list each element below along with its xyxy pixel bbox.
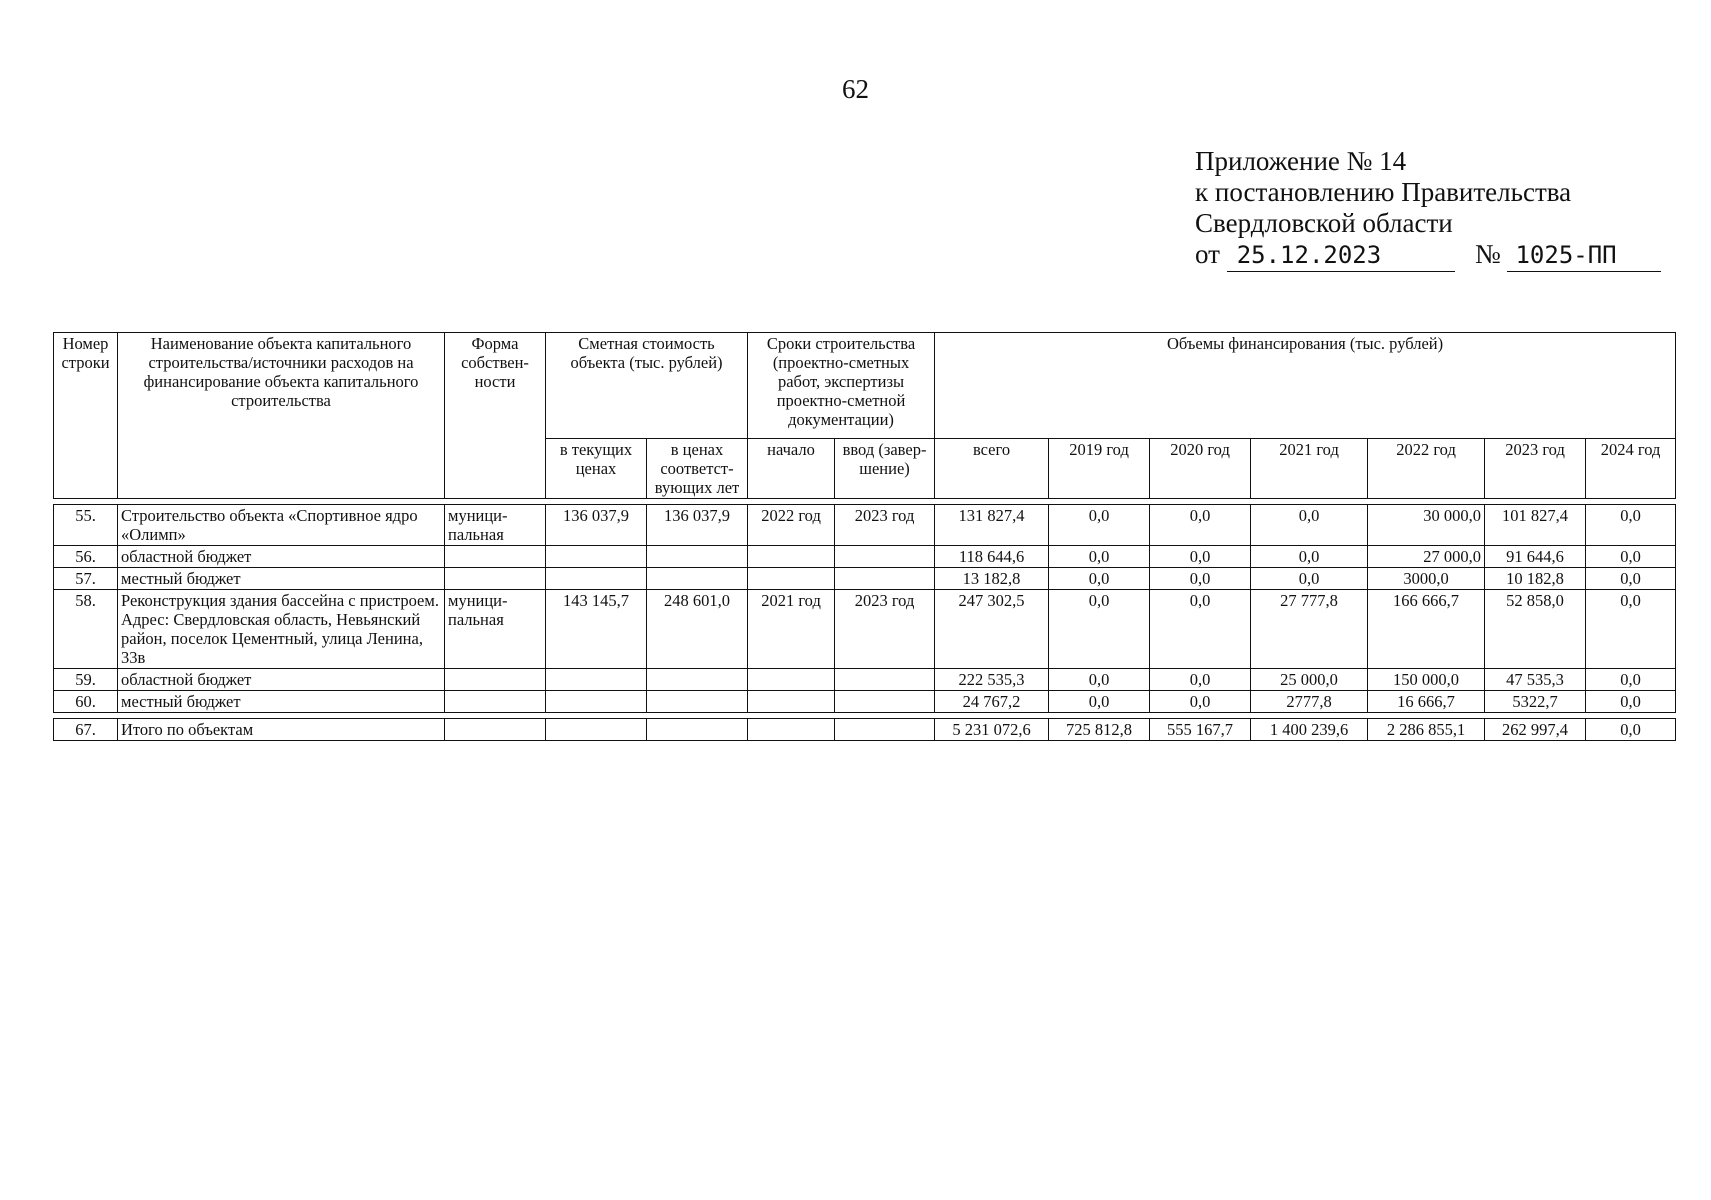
value-2023: 91 644,6: [1485, 546, 1586, 568]
value-2020: 0,0: [1150, 505, 1251, 546]
ownership: [445, 691, 546, 713]
value-2019: 0,0: [1049, 568, 1150, 590]
value-2023: 10 182,8: [1485, 568, 1586, 590]
appendix-title: Приложение № 14: [1195, 146, 1407, 176]
row-number: 67.: [54, 719, 118, 741]
header-total: всего: [935, 439, 1049, 499]
value-2020: 555 167,7: [1150, 719, 1251, 741]
value-2020: 0,0: [1150, 568, 1251, 590]
empty-cell: [748, 719, 835, 741]
cost-years: [647, 669, 748, 691]
value-2021: 0,0: [1251, 505, 1368, 546]
financing-table: [53, 332, 1676, 741]
value-2019: 0,0: [1049, 669, 1150, 691]
from-label: от: [1195, 239, 1220, 269]
value-2024: 0,0: [1586, 505, 1676, 546]
appendix-date-line: [1195, 239, 1661, 272]
value-2024: 0,0: [1586, 669, 1676, 691]
term-start: [748, 546, 835, 568]
ownership: муници-пальная: [445, 505, 546, 546]
value-2022: 2 286 855,1: [1368, 719, 1485, 741]
total: 13 182,8: [935, 568, 1049, 590]
header-construction-terms: Сроки строительства (проектно-сметных работ, экспертизы проектно-сметной документации): [748, 333, 935, 439]
value-2022: 3000,0: [1368, 568, 1485, 590]
ownership: [445, 568, 546, 590]
row-number: 60.: [54, 691, 118, 713]
empty-cell: [546, 719, 647, 741]
value-2019: 0,0: [1049, 546, 1150, 568]
value-2021: 2777,8: [1251, 691, 1368, 713]
cost-current: [546, 691, 647, 713]
value-2022: 30 000,0: [1368, 505, 1485, 546]
ownership: [445, 669, 546, 691]
value-2019: 0,0: [1049, 691, 1150, 713]
empty-cell: [647, 719, 748, 741]
object-name: местный бюджет: [118, 691, 445, 713]
value-2020: 0,0: [1150, 590, 1251, 669]
appendix-line-2: к постановлению Правительства: [1195, 177, 1572, 207]
value-2024: 0,0: [1586, 691, 1676, 713]
value-2023: 5322,7: [1485, 691, 1586, 713]
empty-cell: [445, 719, 546, 741]
term-start: 2022 год: [748, 505, 835, 546]
cost-current: 136 037,9: [546, 505, 647, 546]
term-end: [835, 669, 935, 691]
value-2022: 16 666,7: [1368, 691, 1485, 713]
table-row: [54, 505, 1676, 546]
row-number: 57.: [54, 568, 118, 590]
object-name: областной бюджет: [118, 669, 445, 691]
cost-years: [647, 568, 748, 590]
value-2021: 0,0: [1251, 568, 1368, 590]
appendix-block: [1195, 146, 1661, 272]
header-object-name: Наименование объекта капитального строительства/источники расходов на финансирование объекта капитального строительства: [118, 333, 445, 499]
term-start: [748, 691, 835, 713]
total-row: [54, 719, 1676, 741]
value-2024: 0,0: [1586, 590, 1676, 669]
cost-current: 143 145,7: [546, 590, 647, 669]
table-row: [54, 669, 1676, 691]
empty-cell: [835, 719, 935, 741]
header-estimated-cost: Сметная стоимость объекта (тыс. рублей): [546, 333, 748, 439]
term-end: 2023 год: [835, 505, 935, 546]
total: 247 302,5: [935, 590, 1049, 669]
object-name: местный бюджет: [118, 568, 445, 590]
value-2023: 47 535,3: [1485, 669, 1586, 691]
ownership: [445, 546, 546, 568]
object-name: областной бюджет: [118, 546, 445, 568]
header-2022: 2022 год: [1368, 439, 1485, 499]
cost-current: [546, 568, 647, 590]
table-row: [54, 546, 1676, 568]
ownership: муници-пальная: [445, 590, 546, 669]
cost-current: [546, 546, 647, 568]
row-number: 55.: [54, 505, 118, 546]
value-2021: 1 400 239,6: [1251, 719, 1368, 741]
total: 5 231 072,6: [935, 719, 1049, 741]
total: 131 827,4: [935, 505, 1049, 546]
header-cost-current: в текущих ценах: [546, 439, 647, 499]
value-2022: 27 000,0: [1368, 546, 1485, 568]
value-2021: 25 000,0: [1251, 669, 1368, 691]
value-2020: 0,0: [1150, 691, 1251, 713]
header-2023: 2023 год: [1485, 439, 1586, 499]
value-2022: 150 000,0: [1368, 669, 1485, 691]
total: 118 644,6: [935, 546, 1049, 568]
table-row: [54, 568, 1676, 590]
header-ownership: Форма собствен-ности: [445, 333, 546, 499]
table-row: [54, 691, 1676, 713]
row-number: 59.: [54, 669, 118, 691]
term-start: 2021 год: [748, 590, 835, 669]
header-term-start: начало: [748, 439, 835, 499]
value-2022: 166 666,7: [1368, 590, 1485, 669]
header-row-number: Номер строки: [54, 333, 118, 499]
value-2019: 0,0: [1049, 590, 1150, 669]
object-name: Реконструкция здания бассейна с пристроем. Адрес: Свердловская область, Невьянский район, поселок Цементный, улица Ленина, 33в: [118, 590, 445, 669]
header-2021: 2021 год: [1251, 439, 1368, 499]
value-2024: 0,0: [1586, 719, 1676, 741]
row-number: 58.: [54, 590, 118, 669]
total: 24 767,2: [935, 691, 1049, 713]
term-start: [748, 669, 835, 691]
value-2019: 0,0: [1049, 505, 1150, 546]
cost-years: 136 037,9: [647, 505, 748, 546]
value-2024: 0,0: [1586, 568, 1676, 590]
header-cost-years: в ценах соответст-вующих лет: [647, 439, 748, 499]
decree-date: 25.12.2023: [1227, 240, 1455, 272]
page-number: 62: [842, 74, 869, 104]
cost-years: 248 601,0: [647, 590, 748, 669]
value-2023: 52 858,0: [1485, 590, 1586, 669]
cost-years: [647, 691, 748, 713]
value-2023: 101 827,4: [1485, 505, 1586, 546]
value-2019: 725 812,8: [1049, 719, 1150, 741]
header-term-end: ввод (завер-шение): [835, 439, 935, 499]
object-name: Строительство объекта «Спортивное ядро «Олимп»: [118, 505, 445, 546]
value-2023: 262 997,4: [1485, 719, 1586, 741]
value-2024: 0,0: [1586, 546, 1676, 568]
header-2024: 2024 год: [1586, 439, 1676, 499]
value-2020: 0,0: [1150, 669, 1251, 691]
header-2019: 2019 год: [1049, 439, 1150, 499]
header-2020: 2020 год: [1150, 439, 1251, 499]
value-2021: 27 777,8: [1251, 590, 1368, 669]
table-row: [54, 590, 1676, 669]
number-label: №: [1474, 239, 1501, 269]
value-2020: 0,0: [1150, 546, 1251, 568]
header-financing: Объемы финансирования (тыс. рублей): [935, 333, 1676, 439]
decree-number: 1025-ПП: [1507, 240, 1661, 272]
cost-years: [647, 546, 748, 568]
row-number: 56.: [54, 546, 118, 568]
value-2021: 0,0: [1251, 546, 1368, 568]
total: 222 535,3: [935, 669, 1049, 691]
term-start: [748, 568, 835, 590]
appendix-line-3: Свердловской области: [1195, 208, 1453, 238]
term-end: [835, 546, 935, 568]
term-end: 2023 год: [835, 590, 935, 669]
term-end: [835, 691, 935, 713]
term-end: [835, 568, 935, 590]
total-label: Итого по объектам: [118, 719, 445, 741]
cost-current: [546, 669, 647, 691]
